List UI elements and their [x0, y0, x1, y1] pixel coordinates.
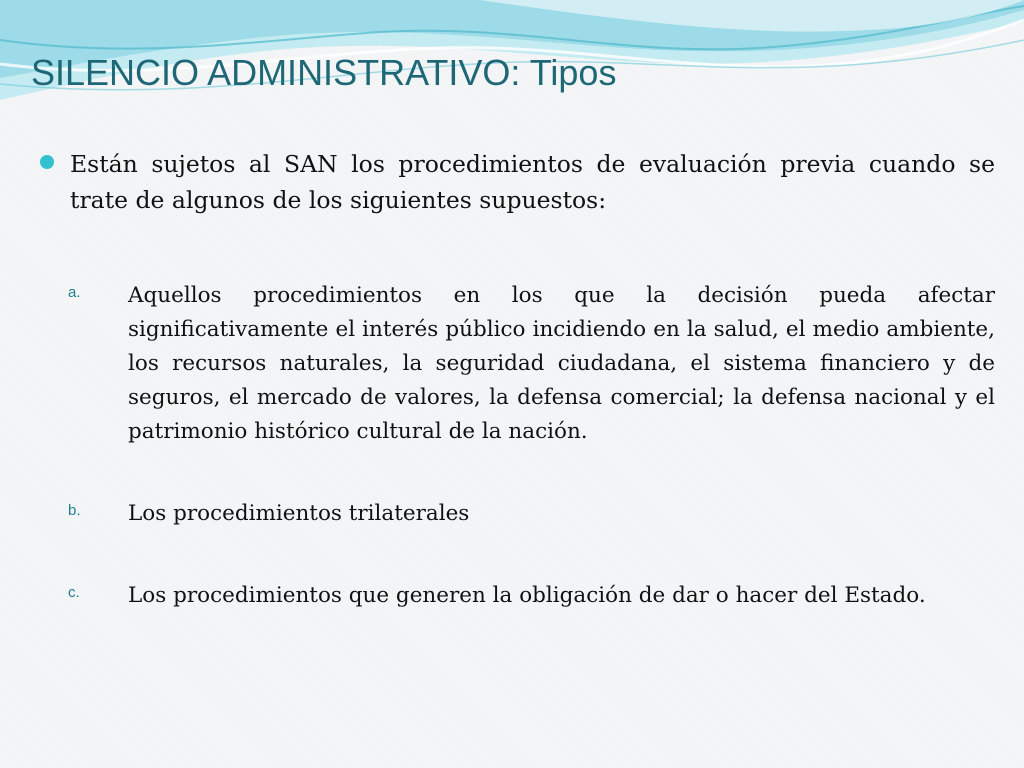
- list-item-a: [68, 279, 995, 449]
- list-item-letter: a.: [68, 284, 81, 301]
- list-item-text: Aquellos procedimientos en los que la decisión pueda afectar significativamente el interés público incidiendo en la salud, el medio ambiente, los recursos naturales, la seguridad ciudadana, el sistema financiero y de seguros, el mercado de valores, la defensa comercial; la defensa nacional y el patrimonio histórico cultural de la nación.: [128, 283, 995, 444]
- list-item-letter: b.: [68, 502, 81, 519]
- bullet-dot-icon: [40, 155, 54, 169]
- list-item-letter: c.: [68, 584, 80, 601]
- list-item-b: [68, 497, 995, 531]
- list-item-text: Los procedimientos que generen la obligación de dar o hacer del Estado.: [128, 583, 926, 608]
- list-item-text: Los procedimientos trilaterales: [128, 501, 470, 526]
- main-bullet-text: Están sujetos al SAN los procedimientos de evaluación previa cuando se trate de algunos de los siguientes supuestos:: [70, 150, 995, 214]
- list-item-c: [68, 579, 995, 613]
- slide-title: SILENCIO ADMINISTRATIVO: Tipos: [31, 52, 617, 93]
- main-bullet: [40, 146, 995, 218]
